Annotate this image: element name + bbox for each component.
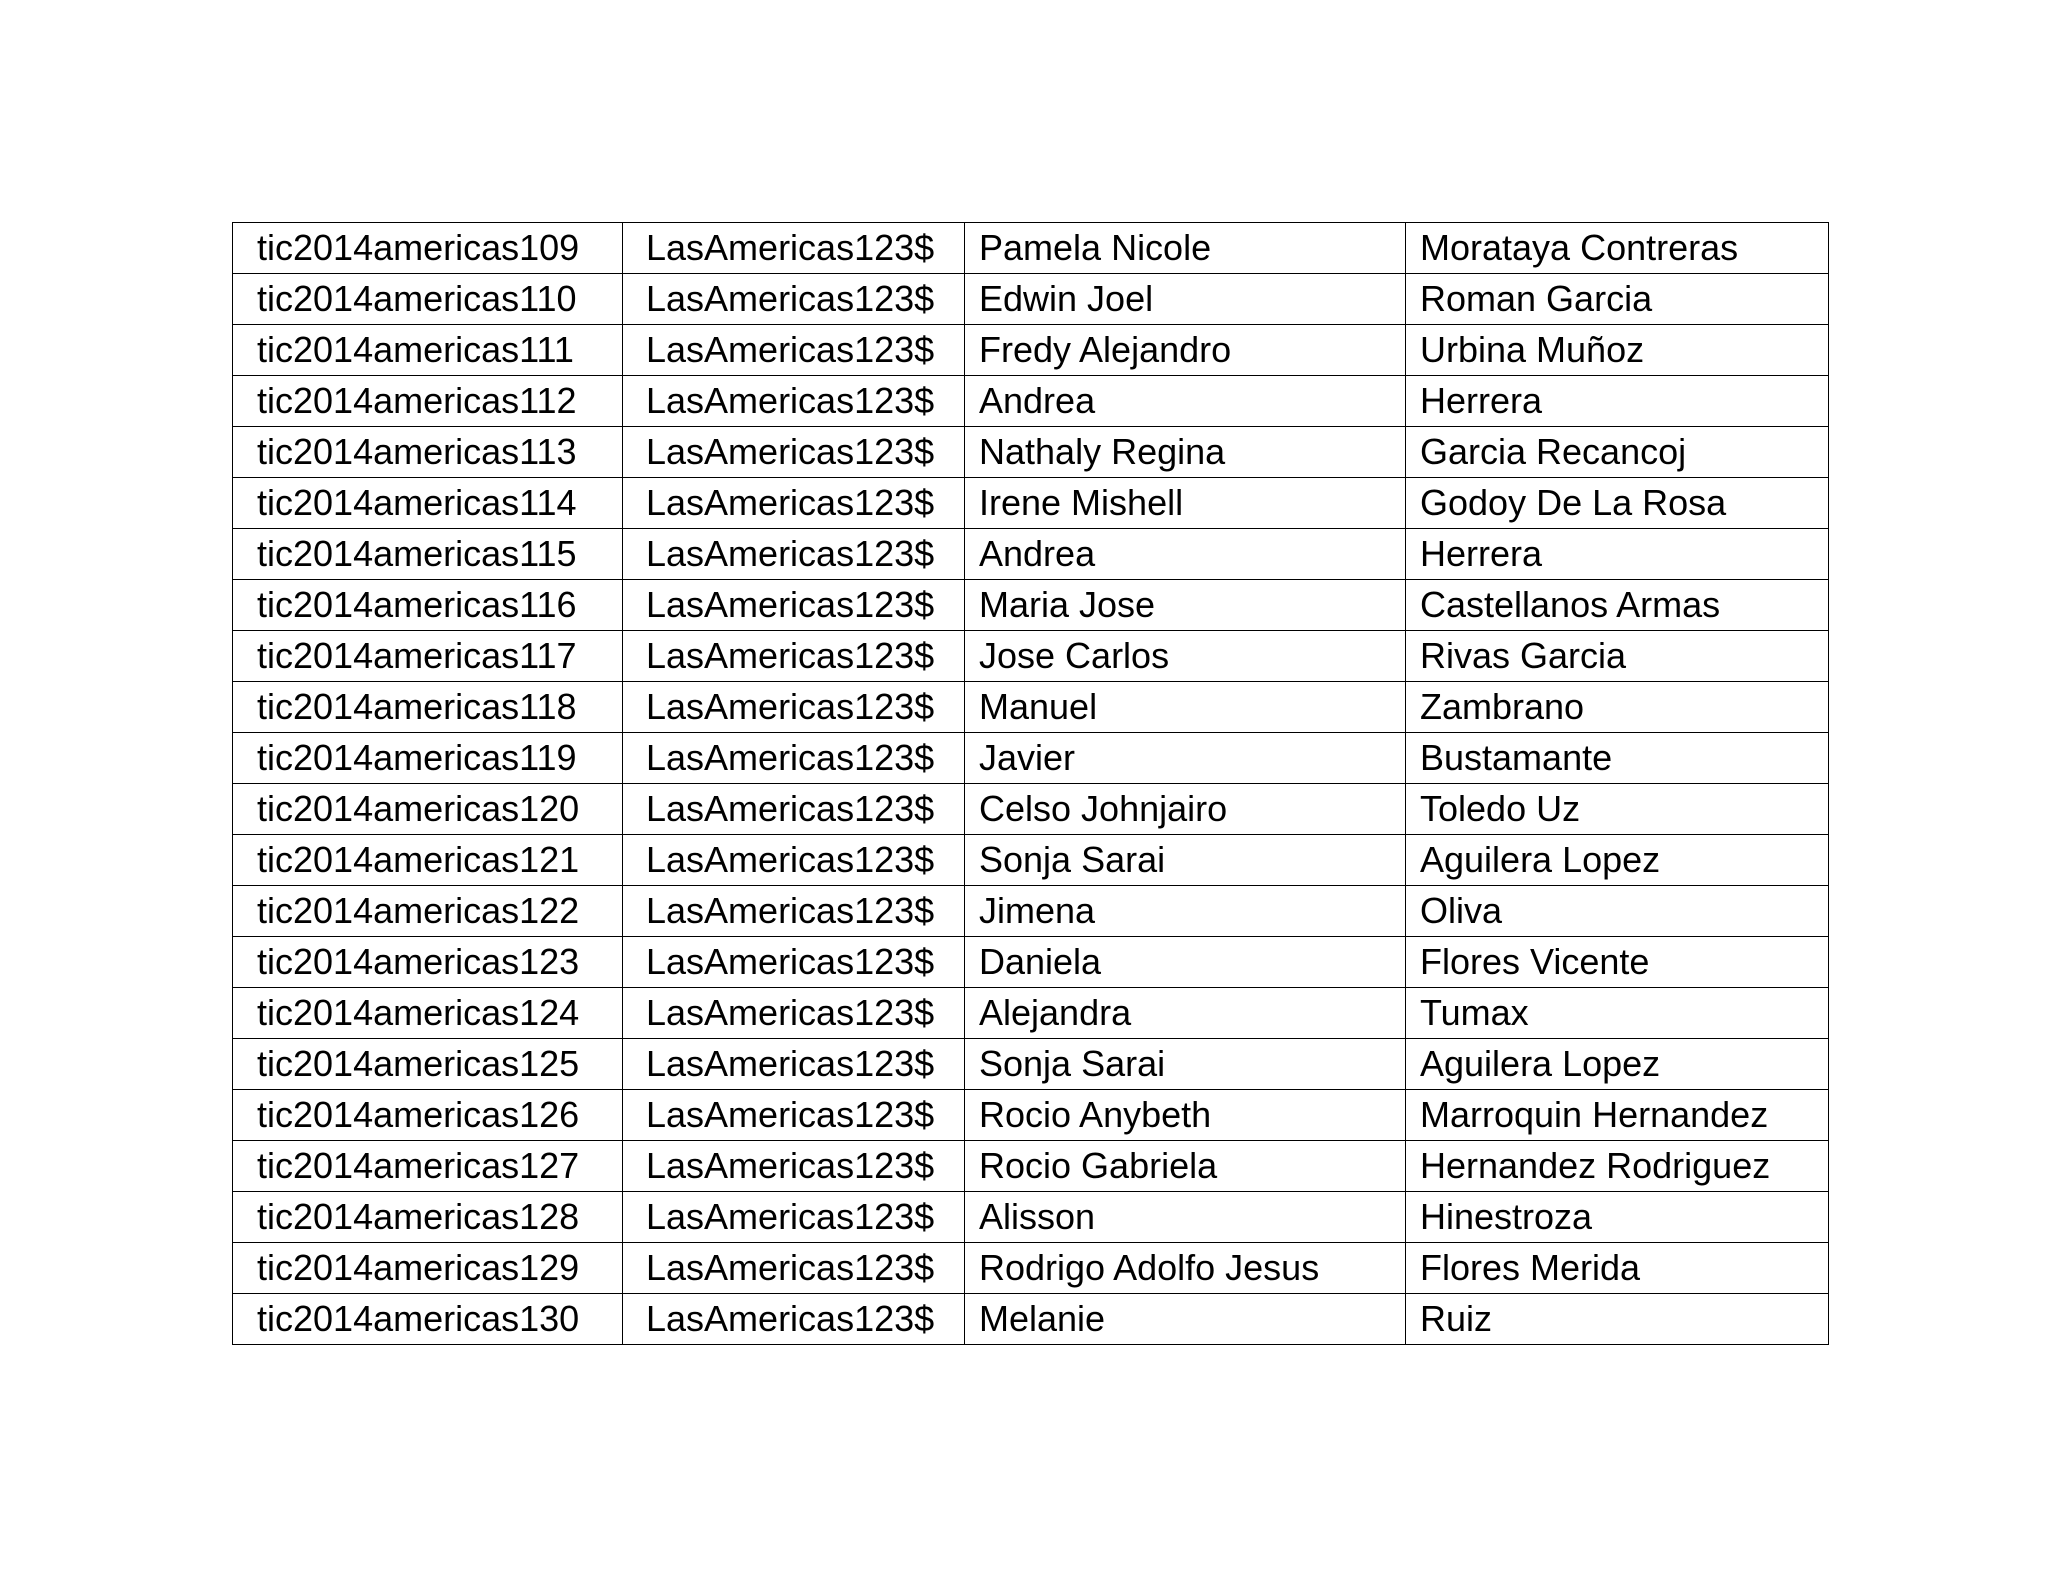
username-cell: tic2014americas114: [233, 478, 623, 529]
table-row: [233, 1090, 1829, 1141]
password-cell: LasAmericas123$: [623, 529, 965, 580]
accounts-table: [232, 222, 1829, 1345]
username-cell: tic2014americas118: [233, 682, 623, 733]
username-cell: tic2014americas130: [233, 1294, 623, 1345]
last-names-cell: Zambrano: [1406, 682, 1829, 733]
password-cell: LasAmericas123$: [623, 988, 965, 1039]
table-row: [233, 529, 1829, 580]
table-row: [233, 1294, 1829, 1345]
username-cell: tic2014americas115: [233, 529, 623, 580]
last-names-cell: Bustamante: [1406, 733, 1829, 784]
username-cell: tic2014americas124: [233, 988, 623, 1039]
table-row: [233, 1243, 1829, 1294]
table-row: [233, 376, 1829, 427]
table-row: [233, 223, 1829, 274]
first-names-cell: Andrea: [965, 529, 1406, 580]
username-cell: tic2014americas128: [233, 1192, 623, 1243]
first-names-cell: Sonja Sarai: [965, 1039, 1406, 1090]
table-row: [233, 1039, 1829, 1090]
password-cell: LasAmericas123$: [623, 427, 965, 478]
table-row: [233, 274, 1829, 325]
table-row: [233, 631, 1829, 682]
accounts-table-body: [233, 223, 1829, 1345]
first-names-cell: Daniela: [965, 937, 1406, 988]
password-cell: LasAmericas123$: [623, 886, 965, 937]
table-row: [233, 835, 1829, 886]
first-names-cell: Fredy Alejandro: [965, 325, 1406, 376]
password-cell: LasAmericas123$: [623, 580, 965, 631]
username-cell: tic2014americas129: [233, 1243, 623, 1294]
first-names-cell: Celso Johnjairo: [965, 784, 1406, 835]
password-cell: LasAmericas123$: [623, 784, 965, 835]
password-cell: LasAmericas123$: [623, 1039, 965, 1090]
last-names-cell: Urbina Muñoz: [1406, 325, 1829, 376]
last-names-cell: Aguilera Lopez: [1406, 835, 1829, 886]
username-cell: tic2014americas123: [233, 937, 623, 988]
last-names-cell: Godoy De La Rosa: [1406, 478, 1829, 529]
table-row: [233, 580, 1829, 631]
username-cell: tic2014americas125: [233, 1039, 623, 1090]
last-names-cell: Morataya Contreras: [1406, 223, 1829, 274]
password-cell: LasAmericas123$: [623, 631, 965, 682]
first-names-cell: Alejandra: [965, 988, 1406, 1039]
table-row: [233, 937, 1829, 988]
last-names-cell: Flores Merida: [1406, 1243, 1829, 1294]
password-cell: LasAmericas123$: [623, 1294, 965, 1345]
last-names-cell: Rivas Garcia: [1406, 631, 1829, 682]
last-names-cell: Castellanos Armas: [1406, 580, 1829, 631]
first-names-cell: Manuel: [965, 682, 1406, 733]
username-cell: tic2014americas110: [233, 274, 623, 325]
first-names-cell: Rocio Gabriela: [965, 1141, 1406, 1192]
username-cell: tic2014americas109: [233, 223, 623, 274]
last-names-cell: Flores Vicente: [1406, 937, 1829, 988]
table-row: [233, 682, 1829, 733]
last-names-cell: Oliva: [1406, 886, 1829, 937]
first-names-cell: Rocio Anybeth: [965, 1090, 1406, 1141]
last-names-cell: Herrera: [1406, 376, 1829, 427]
password-cell: LasAmericas123$: [623, 325, 965, 376]
last-names-cell: Roman Garcia: [1406, 274, 1829, 325]
password-cell: LasAmericas123$: [623, 223, 965, 274]
password-cell: LasAmericas123$: [623, 1141, 965, 1192]
last-names-cell: Toledo Uz: [1406, 784, 1829, 835]
password-cell: LasAmericas123$: [623, 682, 965, 733]
table-row: [233, 733, 1829, 784]
username-cell: tic2014americas126: [233, 1090, 623, 1141]
password-cell: LasAmericas123$: [623, 1192, 965, 1243]
first-names-cell: Maria Jose: [965, 580, 1406, 631]
first-names-cell: Rodrigo Adolfo Jesus: [965, 1243, 1406, 1294]
first-names-cell: Andrea: [965, 376, 1406, 427]
password-cell: LasAmericas123$: [623, 274, 965, 325]
last-names-cell: Herrera: [1406, 529, 1829, 580]
username-cell: tic2014americas119: [233, 733, 623, 784]
first-names-cell: Jimena: [965, 886, 1406, 937]
last-names-cell: Garcia Recancoj: [1406, 427, 1829, 478]
password-cell: LasAmericas123$: [623, 1243, 965, 1294]
last-names-cell: Hinestroza: [1406, 1192, 1829, 1243]
last-names-cell: Hernandez Rodriguez: [1406, 1141, 1829, 1192]
first-names-cell: Pamela Nicole: [965, 223, 1406, 274]
password-cell: LasAmericas123$: [623, 1090, 965, 1141]
first-names-cell: Nathaly Regina: [965, 427, 1406, 478]
last-names-cell: Ruiz: [1406, 1294, 1829, 1345]
table-row: [233, 478, 1829, 529]
table-row: [233, 886, 1829, 937]
last-names-cell: Aguilera Lopez: [1406, 1039, 1829, 1090]
username-cell: tic2014americas127: [233, 1141, 623, 1192]
password-cell: LasAmericas123$: [623, 937, 965, 988]
first-names-cell: Jose Carlos: [965, 631, 1406, 682]
password-cell: LasAmericas123$: [623, 376, 965, 427]
first-names-cell: Sonja Sarai: [965, 835, 1406, 886]
username-cell: tic2014americas120: [233, 784, 623, 835]
username-cell: tic2014americas122: [233, 886, 623, 937]
table-row: [233, 325, 1829, 376]
last-names-cell: Marroquin Hernandez: [1406, 1090, 1829, 1141]
last-names-cell: Tumax: [1406, 988, 1829, 1039]
first-names-cell: Javier: [965, 733, 1406, 784]
table-row: [233, 1141, 1829, 1192]
table-row: [233, 427, 1829, 478]
username-cell: tic2014americas121: [233, 835, 623, 886]
username-cell: tic2014americas116: [233, 580, 623, 631]
first-names-cell: Melanie: [965, 1294, 1406, 1345]
table-row: [233, 784, 1829, 835]
first-names-cell: Edwin Joel: [965, 274, 1406, 325]
username-cell: tic2014americas113: [233, 427, 623, 478]
password-cell: LasAmericas123$: [623, 835, 965, 886]
first-names-cell: Alisson: [965, 1192, 1406, 1243]
table-row: [233, 988, 1829, 1039]
password-cell: LasAmericas123$: [623, 733, 965, 784]
password-cell: LasAmericas123$: [623, 478, 965, 529]
table-row: [233, 1192, 1829, 1243]
username-cell: tic2014americas117: [233, 631, 623, 682]
username-cell: tic2014americas112: [233, 376, 623, 427]
first-names-cell: Irene Mishell: [965, 478, 1406, 529]
username-cell: tic2014americas111: [233, 325, 623, 376]
